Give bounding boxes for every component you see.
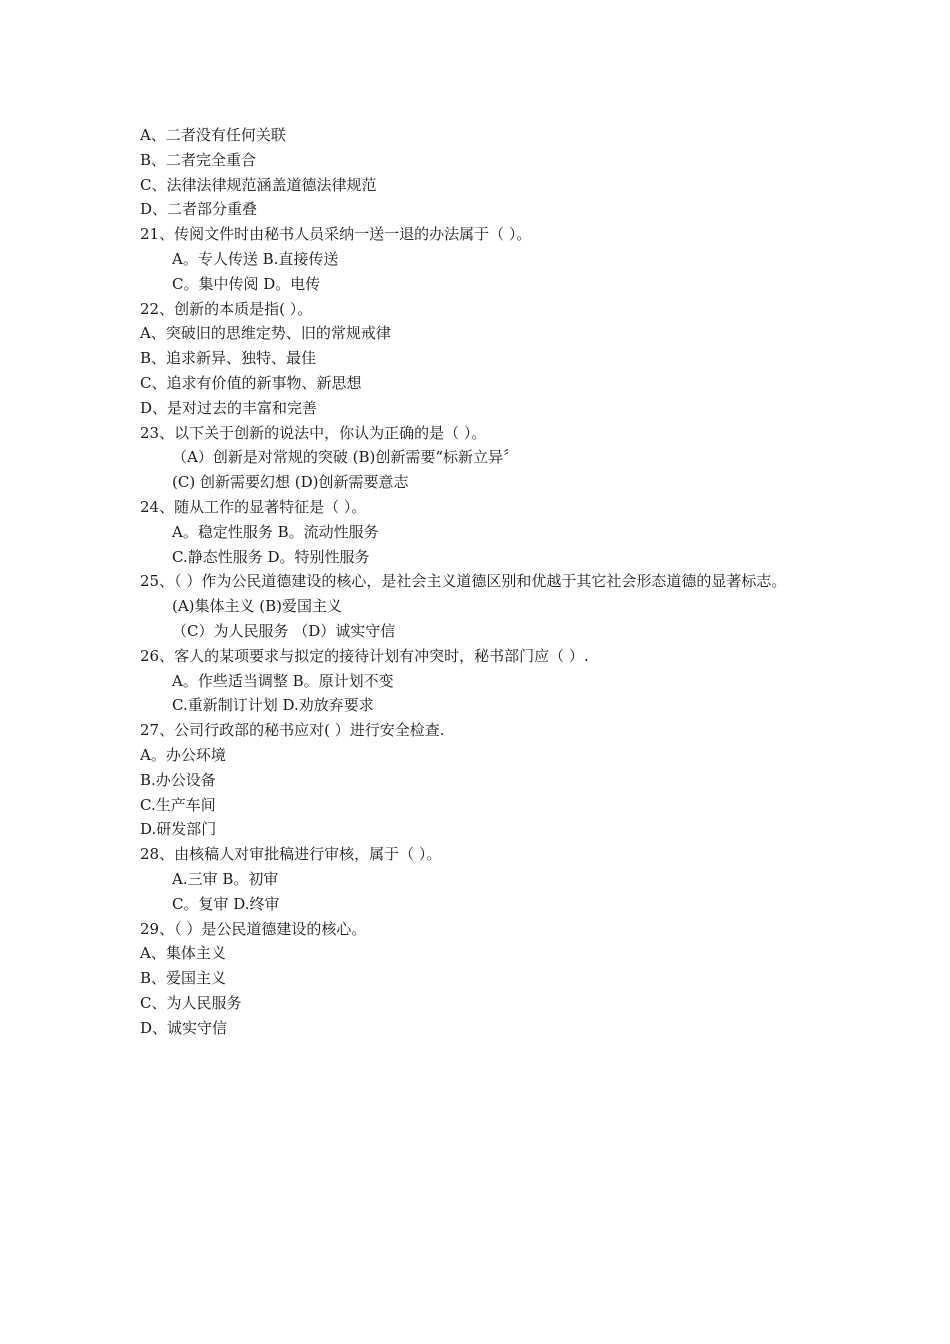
- text-line: C、追求有价值的新事物、新思想: [140, 373, 362, 392]
- text-line: C.生产车间: [140, 795, 216, 814]
- text-line: A。稳定性服务 B。流动性服务: [172, 522, 379, 541]
- text-line: D、诚实守信: [140, 1018, 228, 1037]
- document-page: [140, 123, 820, 1040]
- text-line: A。专人传送 B.直接传送: [172, 249, 339, 268]
- text-line: （A）创新是对常规的突破 (B)创新需要“标新立异〞: [172, 448, 518, 467]
- text-line: B、爱国主义: [140, 969, 227, 988]
- text-line: A、突破旧的思维定势、旧的常规戒律: [140, 324, 391, 343]
- text-line: B、二者完全重合: [140, 150, 257, 169]
- text-line: 21、传阅文件时由秘书人员采纳一送一退的办法属于（ ）。: [140, 225, 532, 244]
- text-line: B.办公设备: [140, 770, 216, 789]
- text-line: A.三审 B。初审: [172, 869, 279, 888]
- text-line: A、集体主义: [140, 944, 226, 963]
- text-line: D、二者部分重叠: [140, 200, 258, 219]
- text-line: (C) 创新需要幻想 (D)创新需要意志: [172, 473, 409, 492]
- text-line: 24、随从工作的显著特征是（ ）。: [140, 497, 367, 516]
- text-line: 27、公司行政部的秘书应对( ）进行安全检查.: [140, 721, 445, 740]
- text-line: C、法律法律规范涵盖道德法律规范: [140, 175, 377, 194]
- text-line: 29、（ ）是公民道德建设的核心。: [140, 919, 367, 938]
- text-line: C.重新制订计划 D.劝放弃要求: [172, 696, 374, 715]
- text-line: C、为人民服务: [140, 993, 242, 1012]
- text-line: D.研发部门: [140, 820, 217, 839]
- text-line: A。办公环境: [140, 745, 226, 764]
- text-line: C.静态性服务 D。特别性服务: [172, 547, 370, 566]
- text-line: A、二者没有任何关联: [140, 126, 286, 144]
- text-line: C。集中传阅 D。电传: [172, 274, 321, 293]
- text-line: B、追求新异、独特、最佳: [140, 349, 317, 368]
- text-line: D、是对过去的丰富和完善: [140, 398, 318, 417]
- text-line: 26、客人的某项要求与拟定的接待计划有冲突时，秘书部门应（ ）.: [140, 646, 589, 665]
- text-line: C。复审 D.终审: [172, 894, 280, 913]
- text-line: 22、创新的本质是指( ）。: [140, 299, 313, 318]
- text-line: (A)集体主义 (B)爱国主义: [172, 597, 343, 616]
- text-line: 28、由核稿人对审批稿进行审核，属于（ ）。: [140, 845, 442, 864]
- text-line: 25、（ ）作为公民道德建设的核心，是社会主义道德区别和优越于其它社会形态道德的显著标志。: [140, 572, 787, 591]
- text-line: 23、以下关于创新的说法中，你认为正确的是（ ）。: [140, 423, 487, 442]
- text-line: （C）为人民服务 （D）诚实守信: [172, 621, 396, 640]
- text-line: A。作些适当调整 B。原计划不变: [172, 671, 394, 690]
